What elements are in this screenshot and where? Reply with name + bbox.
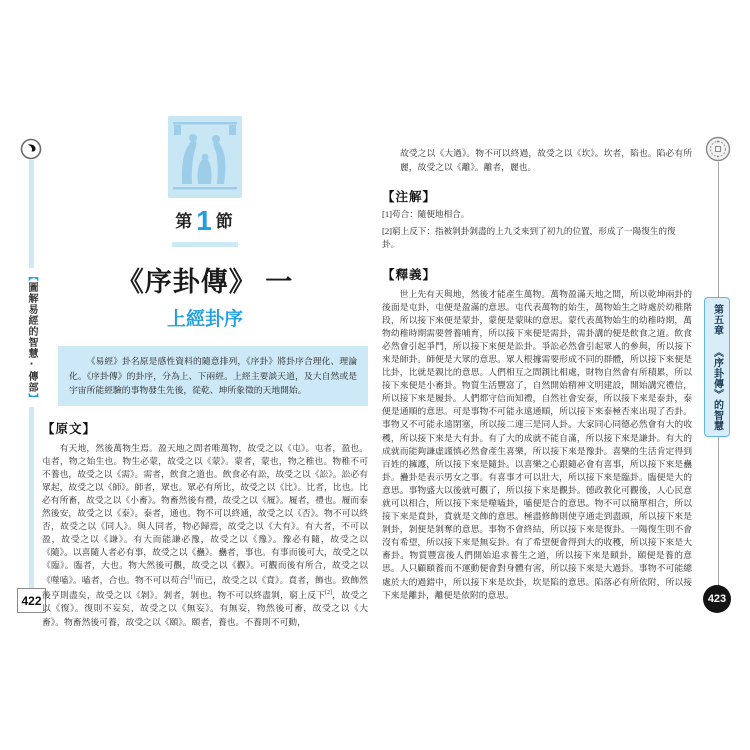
section-label <box>42 205 368 237</box>
book-series-title-vertical <box>19 268 44 407</box>
section-suffix: 節 <box>215 212 235 231</box>
series-bracket-bottom: 】 <box>26 393 37 404</box>
series-bracket-top: 【 <box>26 271 37 282</box>
interpretation-heading: 【釋義】 <box>382 267 437 282</box>
original-text-heading: 【原文】 <box>42 421 97 436</box>
page-subtitle: 上經卦序 <box>166 309 243 330</box>
series-title-text: 圖解易經的智慧‧傳部 <box>26 282 37 393</box>
right-page-number <box>703 585 731 613</box>
note-line-2: [2]窮上反下：指被剝卦剝盡的上九爻來到了初九的位置，形成了一陽復生的復卦。 <box>382 225 676 249</box>
original-text-continued: 故受之以《大過》。物不可以終過，故受之以《坎》。坎者，陷也。陷必有所麗，故受之以《離》。離者，麗也。 <box>400 148 692 172</box>
section-number: 1 <box>196 205 214 236</box>
chapter-seal-icon <box>705 136 731 162</box>
notes-heading: 【注解】 <box>382 190 437 204</box>
right-main-column <box>382 147 692 602</box>
left-main-column <box>42 116 368 629</box>
footnote-ref-1: [1] <box>188 575 196 582</box>
right-page-number-text: 423 <box>707 593 727 605</box>
original-part2: 而已，故受之以《賁》。賁者，飾也。致飾然後亨則盡矣，故受之以《剝》。剝者，剝也。物不可以終盡剝，窮上反下 <box>42 575 368 601</box>
chapter-illustration <box>168 116 242 198</box>
original-text-paragraph <box>42 442 368 629</box>
section-underline-bar <box>172 242 238 247</box>
interpretation-paragraph: 世上先有天與地，然後才能產生萬物。萬物盈滿天地之間，所以乾坤兩卦的後面是屯卦，屯便是盈滿的意思。屯代表萬物的始生，萬物始生之時處於幼稚階段，所以接下來便是蒙卦，蒙便是蒙昧的意思。蒙代表萬物始生的幼稚時期，萬物幼稚時期需要營養哺育，所以接下來便是需卦，需卦講的便是飲食之道。飲食必然會引起爭鬥，所以接下來便是訟卦。爭訟必然會引起眾人的參與，所以接下來是師卦。師便是大眾的意思。眾人根據需要形成不同的群體，所以接下來便是比卦，比就是親比的意思。人們相互之間親比相處，財物自然會有所積累，所以接下來便是小畜卦。物質生活豐富了，自然開始精神文明建設，開始講究禮信，所以接下來是履卦。人們都守信而知禮，自然社會安泰，所以接下來是泰卦，泰便是通順的意思。可是事物不可能永遠通順，所以接下來泰極否來出現了否卦。事物又不可能永遠閉塞，所以接二連三是同人卦。大家同心同德必然會有大的收穫，所以接下來是大有卦。有了大的成就不能自滿，所以接下來是謙卦。有大的成就而能夠謙虛謹慎必然會產生喜樂，所以接下來是豫卦。喜樂的生活肯定得到百姓的擁護，所以接下來是隨卦。以喜樂之心跟隨必會有喜事，所以接下來是蠱卦。蠱卦是表示男女之事。有喜事才可以壯大，所以接下來是臨卦。臨便是大的意思。事物盛大以後就可觀了，所以接下來是觀卦。德政教化可觀後，人心民意就可以相合，所以接下來是噬嗑卦，嗑便是合的意思。物不可以簡單相合，所以接下來是賁卦，賁就是文飾的意思。極盡修飾則使亨通走到盡頭，所以接下來是剝卦，剝便是剝奪的意思。事物不會終結，所以接下來是復卦。一陽復生則不會沒有希望，所以接下來是無妄卦。有了希望便會得到大的收穫，所以接下來是大畜卦。物質豐富後人們開始追求養生之道，所以接下來是頤卦，頤便是養的意思。人只顧頤養而不運動便會對身體有害，所以接下來是大過卦。事物不可能總處於大的過錯中，所以接下來是坎卦，坎是陷的意思。陷落必有所依附，所以接下來是離卦，離便是依附的意思。 <box>382 288 692 600</box>
original-part1: 有天地，然後萬物生焉。盈天地之間者唯萬物，故受之以《屯》。屯者，盈也。屯者，物之始生也。物生必蒙，故受之以《蒙》。蒙者，蒙也，物之稚也。物稚不可不養也，故受之以《需》。需者，飲食之道也。飲食必有訟，故受之以《訟》。訟必有眾起，故受之以《師》。師者，眾也。眾必有所比，故受之以《比》。比者，比也。比必有所畜，故受之以《小畜》。物畜然後有禮，故受之以《履》。履者，禮也。履而泰然後安，故受之以《泰》。泰者，通也。物不可以終通，故受之以《否》。物不可以終否，故受之以《同人》。與人同者，物必歸焉，故受之以《大有》。有大者，不可以盈，故受之以《謙》。有大而能謙必豫，故受之以《豫》。豫必有隨，故受之以《隨》。以喜隨人者必有事，故受之以《蠱》。蠱者，事也。有事而後可大，故受之以《臨》。臨者，大也。物大然後可觀，故受之以《觀》。可觀而後有所合，故受之以《噬嗑》。嗑者，合也。物不可以苟合 <box>42 442 368 586</box>
footnote-ref-2: [2] <box>325 590 333 597</box>
chapter-title-vertical: 第五章 《序卦傳》的智慧 <box>704 297 730 437</box>
publisher-logo-icon <box>20 138 42 160</box>
original-part3: ，故受之以《復》。復則不妄矣，故受之以《無妄》。有無妄，物然後可畜，故受之以《大畜》。物畜然後可養，故受之以《頤》。頤者，養也。不養則不可動， <box>42 590 368 627</box>
intro-summary-box: 《易經》卦名原是感性資料的隨意排列，《序卦》將卦序合理化、理論化。《序卦傳》的卦序，分為上、下兩經。上經主要談天道，及大自然或是宇宙所能經驗的事物發生先後，從乾、坤所象徵的天地開始。 <box>58 346 368 406</box>
note-line-1: [1]苟合：隨便地相合。 <box>382 209 470 219</box>
left-page-number-text: 422 <box>21 593 42 608</box>
page-title: 《序卦傳》 一 <box>116 267 294 297</box>
section-prefix: 第 <box>175 212 195 231</box>
